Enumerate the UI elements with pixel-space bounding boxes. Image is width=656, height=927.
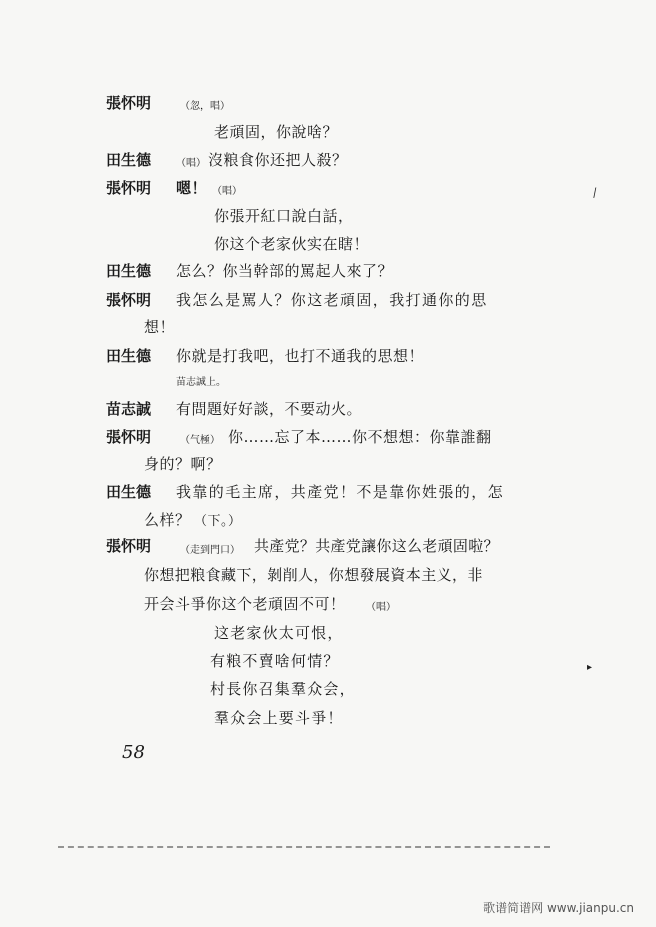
song-line: 老頑固，你說啥？ [214, 123, 339, 141]
speaker-label: 苗志誠 [106, 400, 152, 418]
song-line: 羣众会上要斗爭！ [214, 709, 344, 727]
dialogue-line: 身的？啊？ [144, 455, 222, 473]
song-line: 有粮不賣啥何情？ [210, 652, 340, 670]
dialogue-line: 我怎么是罵人？你这老頑固，我打通你的思 [176, 291, 488, 309]
speaker-label: 田生德 [106, 262, 152, 280]
scan-edge-line [58, 846, 550, 848]
scan-speck: ⁄ [591, 186, 599, 200]
page-number: 58 [122, 742, 145, 763]
watermark: 歌谱简谱网 www.jianpu.cn [483, 901, 634, 915]
dialogue-line: 想！ [144, 318, 176, 336]
dialogue-line: 共產党？共產党讓你这么老頑固啦？ [254, 537, 499, 555]
speaker-label: 張怀明 [106, 179, 152, 197]
speaker-label: 張怀明 [106, 537, 152, 555]
stage-direction: （唱） [212, 186, 242, 197]
dialogue-line: 你……忘了本……你不想想：你靠誰翻 [228, 428, 492, 446]
stage-direction: （下。） [194, 514, 242, 529]
stage-direction: （气極） [180, 435, 220, 446]
scan-speck: ▸ [587, 662, 593, 673]
dialogue-line: 你想把粮食藏下，剝削人，你想發展資本主义，非 [144, 566, 483, 584]
dialogue-line: 有問題好好談，不要动火。 [176, 400, 363, 418]
stage-direction: （走到門口） [180, 545, 240, 556]
speaker-label: 田生德 [106, 151, 152, 169]
dialogue-line: 你就是打我吧，也打不通我的思想！ [176, 347, 425, 365]
speaker-label: 張怀明 [106, 291, 152, 309]
stage-direction: （忽，唱） [180, 101, 230, 112]
speaker-label: 田生德 [106, 347, 152, 365]
dialogue-line: 怎么？你当幹部的罵起人來了？ [176, 262, 394, 280]
dialogue-line: 开会斗爭你这个老頑固不可！ [144, 595, 346, 613]
speaker-label: 田生德 [106, 483, 152, 501]
dialogue-line: 我靠的毛主席，共產党！不是靠你姓張的，怎 [176, 483, 505, 501]
song-line: 这老家伙太可恨， [214, 624, 344, 642]
dialogue-line: 嗯！ [176, 179, 208, 197]
song-line: 村長你召集羣众会， [210, 680, 356, 698]
stage-direction: （唱） [366, 602, 396, 613]
song-line: 你張开紅口說白話， [214, 207, 354, 225]
dialogue-line: 么样？ [144, 511, 191, 529]
dialogue-line: 沒粮食你还把人殺？ [208, 151, 348, 169]
stage-direction: （唱） [176, 158, 206, 169]
stage-direction: 苗志誠上。 [176, 377, 226, 388]
speaker-label: 張怀明 [106, 428, 152, 446]
speaker-label: 張怀明 [106, 94, 152, 112]
song-line: 你这个老家伙实在瞎！ [214, 235, 370, 253]
